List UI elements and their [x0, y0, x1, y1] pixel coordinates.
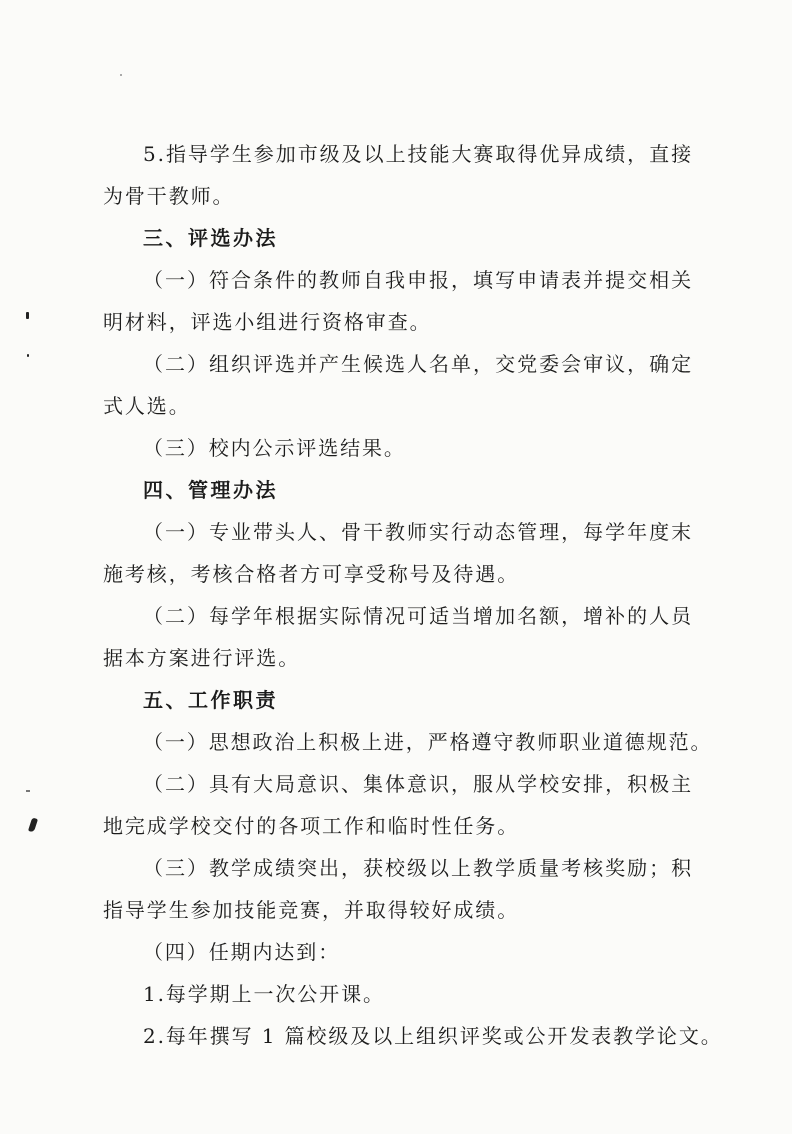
paragraph-line: 据本方案进行评选。 [103, 646, 301, 670]
paragraph-line: （一）专业带头人、骨干教师实行动态管理，每学年度末 [143, 520, 693, 544]
scan-speck [27, 354, 29, 357]
paragraph-line: （二）组织评选并产生候选人名单，交党委会审议，确定 [143, 352, 693, 376]
paragraph-line: 施考核，考核合格者方可享受称号及待遇。 [103, 562, 520, 586]
paragraph-line: 5.指导学生参加市级及以上技能大赛取得优异成绩，直接 [143, 142, 693, 166]
paragraph-line: （二）每学年根据实际情况可适当增加名额，增补的人员 [143, 604, 693, 628]
scan-speck [28, 817, 38, 832]
list-item: 2.每年撰写 1 篇校级及以上组织评奖或公开发表教学论文。 [143, 1024, 723, 1048]
paragraph-line: （三）校内公示评选结果。 [143, 436, 406, 460]
paragraph-line: 指导学生参加技能竞赛，并取得较好成绩。 [103, 898, 520, 922]
section-heading: 四、管理办法 [143, 478, 278, 502]
paragraph-line: 地完成学校交付的各项工作和临时性任务。 [103, 814, 520, 838]
paragraph-line: （一）符合条件的教师自我申报，填写申请表并提交相关 [143, 268, 693, 292]
section-heading: 三、评选办法 [143, 226, 278, 250]
scan-speck [120, 74, 122, 76]
scan-speck [26, 790, 30, 792]
scan-speck [26, 312, 29, 319]
paragraph-line: 明材料，评选小组进行资格审查。 [103, 310, 432, 334]
paragraph-line: （一）思想政治上积极上进，严格遵守教师职业道德规范。 [143, 730, 713, 754]
section-heading: 五、工作职责 [143, 688, 278, 712]
paragraph-line: （四）任期内达到： [143, 940, 341, 964]
list-item: 1.每学期上一次公开课。 [143, 982, 385, 1006]
paragraph-line: （三）教学成绩突出，获校级以上教学质量考核奖励；积 [143, 856, 693, 880]
paragraph-line: 为骨干教师。 [103, 184, 235, 208]
document-body [103, 133, 723, 1057]
paragraph-line: （二）具有大局意识、集体意识，服从学校安排，积极主 [143, 772, 693, 796]
paragraph-line: 式人选。 [103, 394, 191, 418]
